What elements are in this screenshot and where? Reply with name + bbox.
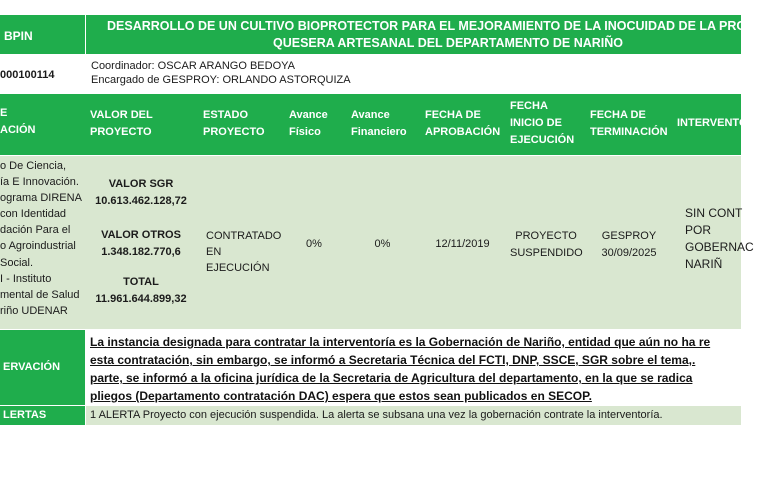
bpin-value: 000100114 <box>0 55 85 93</box>
header-fecha-terminacion: FECHA DE TERMINACIÓN <box>587 94 671 155</box>
avance-financiero-cell: 0% <box>346 156 419 329</box>
entidad-line: riño UDENAR <box>0 304 68 317</box>
entidad-line: o Agroindustrial <box>0 240 76 253</box>
coordinador: Coordinador: OSCAR ARANGO BEDOYA <box>91 60 295 72</box>
avance-fisico-cell: 0% <box>283 156 345 329</box>
header-fecha-inicio: FECHA INICIO DE EJECUCIÓN <box>506 94 586 155</box>
entidad-lines <box>0 158 85 319</box>
total-value: 11.961.644.899,32 <box>95 293 187 305</box>
header-avance-fisico: Avance Físico <box>283 94 345 155</box>
fecha-aprobacion-cell: 12/11/2019 <box>420 156 505 329</box>
project-title-line2: QUESERA ARTESANAL DEL DEPARTAMENTO DE NARIÑO <box>273 36 624 50</box>
interventoria-line: POR <box>685 223 712 237</box>
entidad-line: ograma DIRENA <box>0 192 82 205</box>
header-fecha-aprobacion: FECHA DE APROBACIÓN <box>420 94 505 155</box>
header-valor: VALOR DEL PROYECTO <box>86 94 196 155</box>
entidad-line: dación Para el <box>0 224 71 237</box>
valor-cell <box>86 156 196 329</box>
encargado-gesproy: Encargado de GESPROY: ORLANDO ASTORQUIZA <box>91 74 351 86</box>
entidad-line: ía E Innovación. <box>0 176 79 189</box>
valor-otros-label: VALOR OTROS <box>101 229 181 241</box>
header-entidad: E ACIÓN <box>0 94 85 155</box>
header-estado: ESTADO PROYECTO <box>197 94 282 155</box>
interventoria-cell <box>672 156 754 329</box>
interventoria-lines <box>685 205 754 273</box>
entidad-cell <box>0 156 85 329</box>
entidad-line: Social. <box>0 256 34 269</box>
alertas-text: 1 ALERTA Proyecto con ejecución suspendida. La alerta se subsana una vez la gobernación contrate la interventoría. <box>86 406 741 425</box>
project-title <box>86 15 782 54</box>
valor-sgr: 10.613.462.128,72 <box>95 195 187 207</box>
entidad-line: con Identidad <box>0 208 67 221</box>
project-title-line1: DESARROLLO DE UN CULTIVO BIOPROTECTOR PARA EL MEJORAMIENTO DE LA INOCUIDAD DE LA PRODUCC <box>107 19 782 33</box>
valor-otros: 1.348.182.770,6 <box>101 246 181 258</box>
fecha-inicio-cell: PROYECTO SUSPENDIDO <box>506 156 586 329</box>
estado-cell: CONTRATADO EN EJECUCIÓN <box>197 156 282 329</box>
entidad-line: I - Instituto <box>0 272 52 285</box>
team-info <box>86 55 741 93</box>
bpin-label: BPIN <box>0 15 85 54</box>
observacion-text: La instancia designada para contratar la interventoría es la Gobernación de Nariño, entidad que aún no ha re esta contratación, sin embargo, se informó a Secretaria Técnica del FCTI, DNP, SSCE, SGR sobre el tema,. parte, se informó a la oficina jurídica de la Secretaria de Agricultura del departamento, en la que se radica pliegos (Departamento contratación DAC) espera que estos sean publicados en SECOP. <box>86 330 741 405</box>
header-interventoria: INTERVENTOR <box>672 94 741 155</box>
observacion-label: ERVACIÓN <box>0 330 85 405</box>
fecha-terminacion-cell: GESPROY 30/09/2025 <box>587 156 671 329</box>
entidad-line: mental de Salud <box>0 288 80 301</box>
valor-sgr-label: VALOR SGR <box>108 178 174 190</box>
interventoria-line: NARIÑ <box>685 257 723 271</box>
alertas-label: LERTAS <box>0 406 85 425</box>
interventoria-line: GOBERNAC <box>685 240 754 254</box>
interventoria-line: SIN CONT <box>685 206 743 220</box>
entidad-line: o De Ciencia, <box>0 160 67 172</box>
total-label: TOTAL <box>123 276 159 288</box>
header-avance-financiero: Avance Financiero <box>346 94 419 155</box>
